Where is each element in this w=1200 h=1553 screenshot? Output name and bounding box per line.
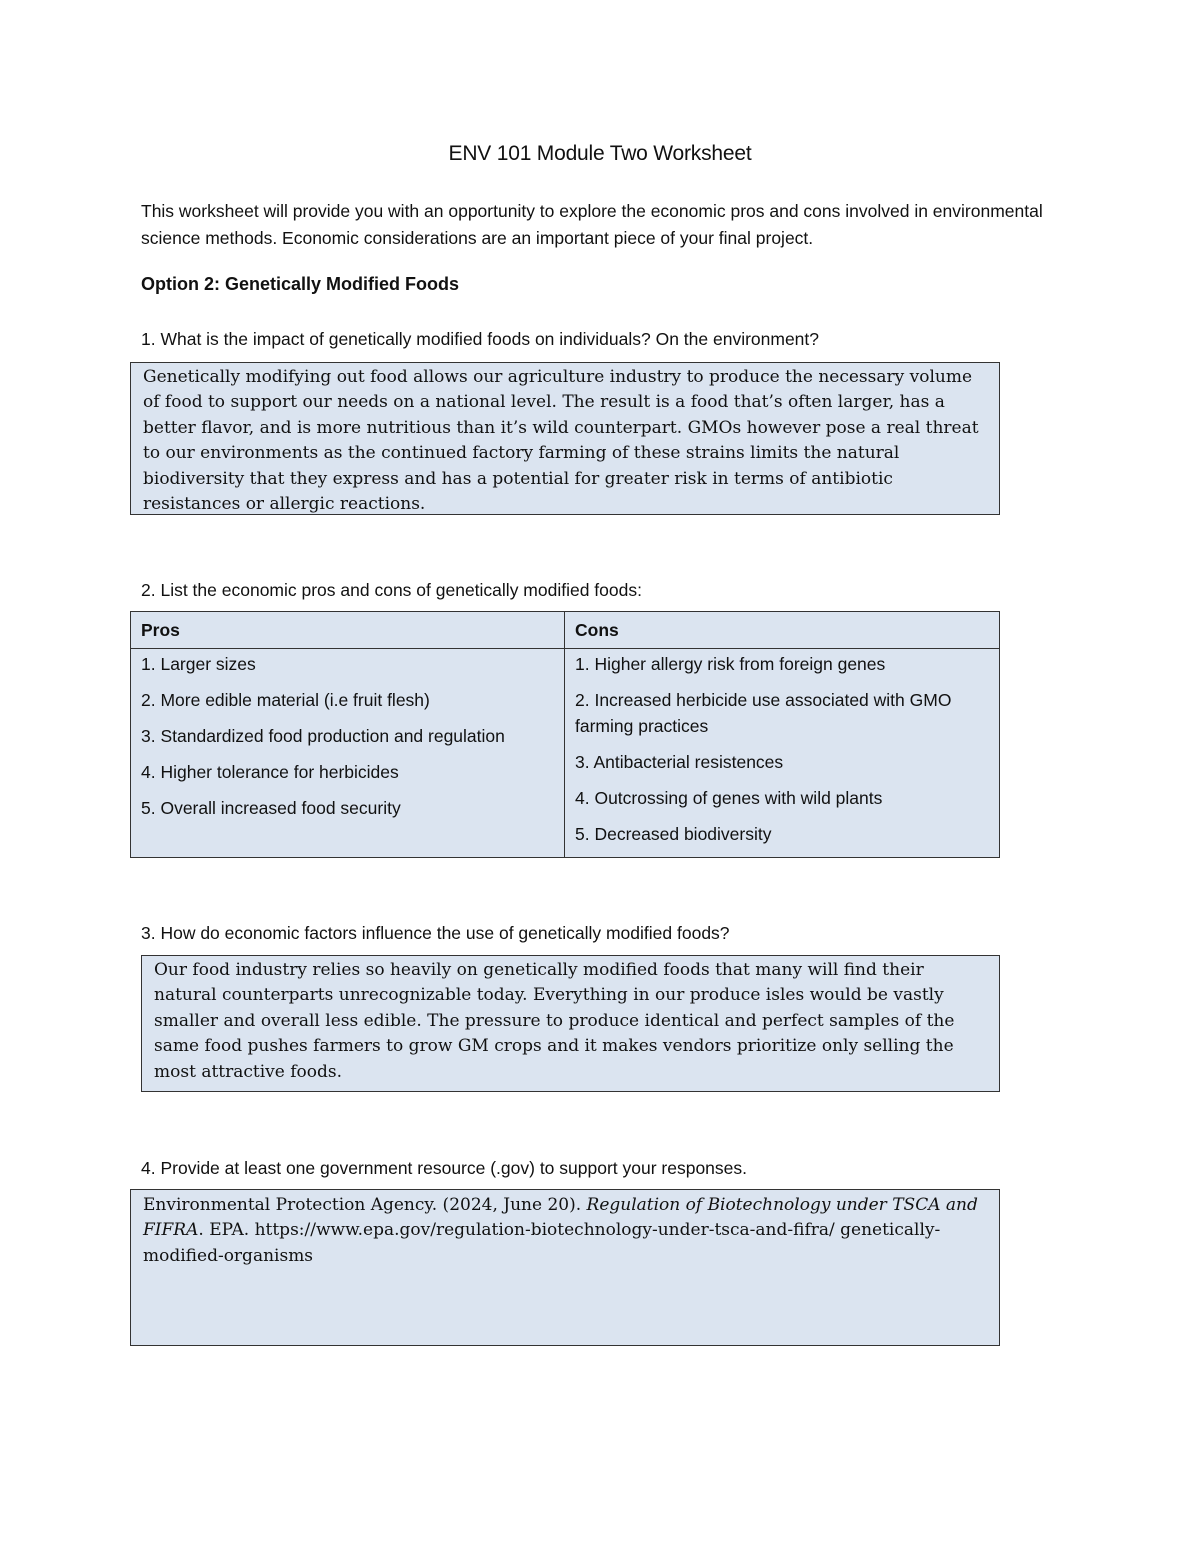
answer-box-3[interactable]: Our food industry relies so heavily on genetically modified foods that many will find their natural counterparts unrecognizable today. Everything in our produce isles would be vastly smaller and overall less edible. The pressure to produce identical and perfect samples of the same food pushes farmers to grow GM crops and it makes vendors prioritize only selling the most attractive foods. bbox=[141, 955, 1000, 1092]
citation-suffix: . EPA. https://www.epa.gov/regulation-biotechnology-under-tsca-and-fifra/ genetically-modified-organisms bbox=[143, 1220, 941, 1266]
pros-cell[interactable] bbox=[131, 649, 565, 858]
pros-item: 3. Standardized food production and regulation bbox=[141, 726, 505, 746]
question-3: 3. How do economic factors influence the use of genetically modified foods? bbox=[141, 923, 730, 943]
option-heading: Option 2: Genetically Modified Foods bbox=[141, 274, 460, 294]
answer-box-4[interactable] bbox=[130, 1189, 1000, 1346]
cons-item: 5. Decreased biodiversity bbox=[575, 824, 772, 844]
pros-item: 5. Overall increased food security bbox=[141, 798, 401, 818]
cons-item: 2. Increased herbicide use associated with GMO farming practices bbox=[575, 690, 952, 736]
question-2: 2. List the economic pros and cons of genetically modified foods: bbox=[141, 580, 642, 600]
question-4: 4. Provide at least one government resource (.gov) to support your responses. bbox=[141, 1158, 748, 1178]
pros-item: 2. More edible material (i.e fruit flesh) bbox=[141, 690, 430, 710]
question-1: 1. What is the impact of genetically modified foods on individuals? On the environment? bbox=[141, 329, 820, 349]
citation-prefix: Environmental Protection Agency. (2024, June 20). bbox=[143, 1195, 587, 1215]
cons-item: 3. Antibacterial resistences bbox=[575, 752, 784, 772]
intro-paragraph: This worksheet will provide you with an opportunity to explore the economic pros and cons involved in environmental science methods. Economic considerations are an important piece of your final project. bbox=[141, 201, 1043, 248]
pros-item: 1. Larger sizes bbox=[141, 654, 256, 674]
pros-cons-table bbox=[130, 611, 1000, 858]
answer-box-1[interactable]: Genetically modifying out food allows our agriculture industry to produce the necessary volume of food to support our needs on a national level. The result is a food that’s often larger, has a better flavor, and is more nutritious than it’s wild counterpart. GMOs however pose a real threat to our environments as the continued factory farming of these strains limits the natural biodiversity that they express and has a potential for greater risk in terms of antibiotic resistances or allergic reactions. bbox=[130, 362, 1000, 515]
page-title: ENV 101 Module Two Worksheet bbox=[448, 142, 752, 165]
cons-cell[interactable] bbox=[565, 649, 1000, 858]
cons-item: 4. Outcrossing of genes with wild plants bbox=[575, 788, 883, 808]
pros-header: Pros bbox=[131, 612, 565, 649]
cons-item: 1. Higher allergy risk from foreign genes bbox=[575, 654, 886, 674]
citation-title: Regulation of Biotechnology under TSCA and FIFRA bbox=[143, 1195, 978, 1241]
pros-item: 4. Higher tolerance for herbicides bbox=[141, 762, 399, 782]
cons-header: Cons bbox=[565, 612, 1000, 649]
